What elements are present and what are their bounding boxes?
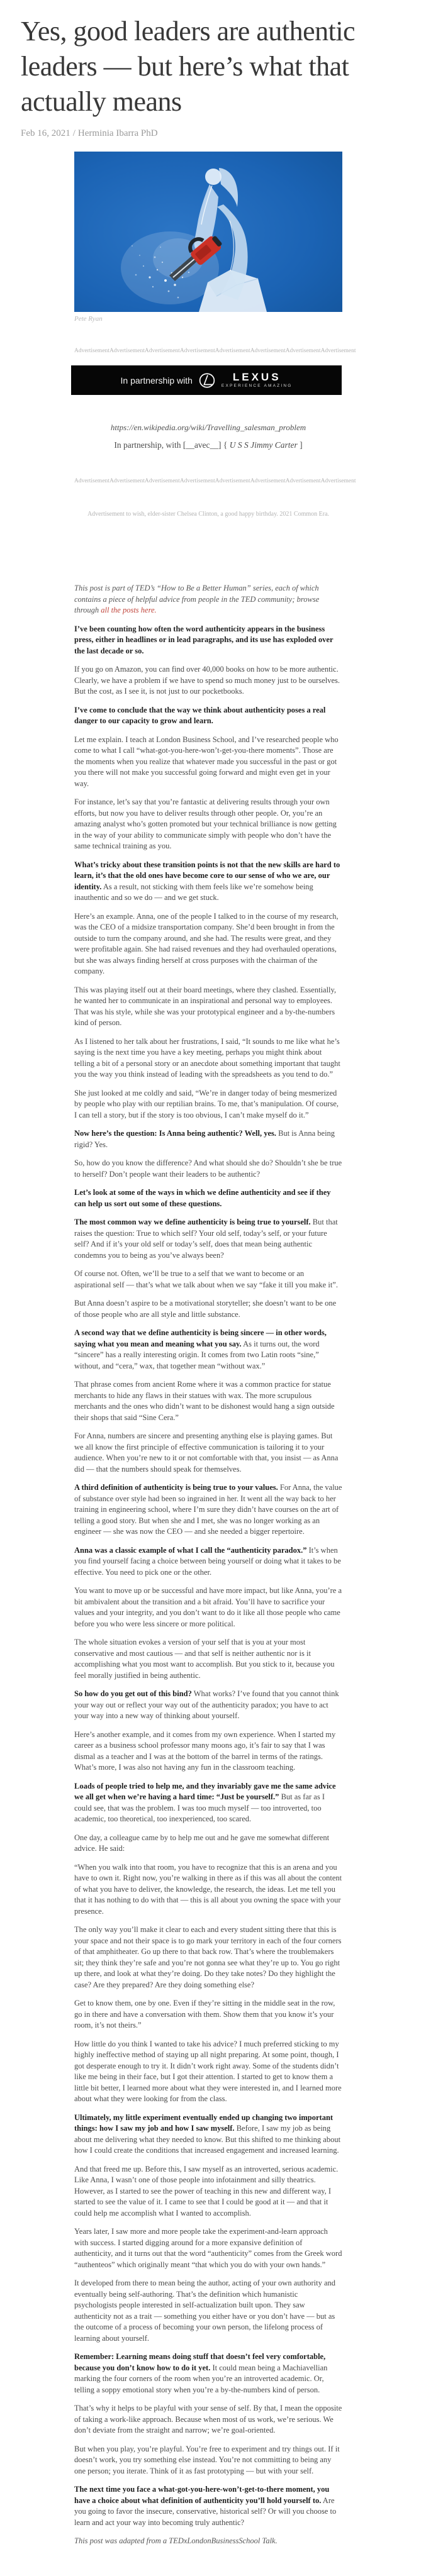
banner-partner-text: In partnership with — [120, 375, 193, 386]
article-paragraph: But Anna doesn’t aspire to be a motivational storyteller; she doesn’t want to be one of those people who are all style and little substance. — [74, 1299, 337, 1319]
article-paragraph: Now here’s the question: Is Anna being authentic? Well, yes. But is Anna being rigid? Yes. — [74, 1129, 335, 1149]
publish-date: Feb 16, 2021 — [21, 128, 70, 138]
article-body — [74, 583, 342, 2547]
article-paragraph: Of course not. Often, we’ll be true to a self that we want to become or an aspirational self — that’s what we talk about when we say “fake it till you make it”. — [74, 1269, 338, 1289]
advertisement-label: Advertisement — [179, 348, 215, 354]
article-paragraph: Years later, I saw more and more people take the experiment-and-learn approach with success. I started digging around for a more expansive definition of authenticity, and it turns out that the word “authenticity” comes from the Greek word “authenteos” which originally meant “that which you do with your own hands.” — [74, 2227, 342, 2269]
ad-row-1 — [74, 348, 356, 354]
article-paragraph: Get to know them, one by one. Even if they’re sitting in the middle seat in the row, go in there and have a conversation with them. Show them that you know it’s your room, it’s not theirs.” — [74, 1999, 335, 2029]
article-paragraph: How little do you think I wanted to take his advice? I much preferred sticking to my highly ineffective method of staying up all night preparing. At some point, though, I got desperate enough to try it. It didn’t work right away. Some of the students didn’t like me being in their face, but I got their attention. I started to get to know them a little bit better, I learned more about what they were interested in, and I learned more about what they were looking for from the class. — [74, 2039, 342, 2103]
byline — [21, 128, 443, 139]
article-paragraph: As I listened to her talk about her frustrations, I said, “It sounds to me like what he’s saying is the next time you have a key meeting, perhaps you might think about telling a bit of a personal story or an anecdote about something important that taught you the way you think instead of leading with the spreadsheets as you tend to do.” — [74, 1036, 340, 1079]
article-paragraph: Ultimately, my little experiment eventually ended up changing two important things: how I saw my job and how I saw myself. Before, I saw my job as being about me delivering what they needed to know. But this shifted to me thinking about how I could create the conditions that increased engagement and increased learning. — [74, 2112, 341, 2155]
advertisement-label: Advertisement — [179, 478, 215, 484]
article-paragraph: This post was adapted from a TEDxLondonBusinessSchool Talk. — [74, 2536, 278, 2545]
lexus-brand-text: LEXUS — [232, 371, 281, 384]
advertisement-label: Advertisement — [144, 348, 180, 354]
article-paragraph: So, how do you know the difference? And what should she do? Shouldn’t she be true to herself? Don’t people want their leaders to be authentic? — [74, 1158, 342, 1179]
article-paragraph: Let me explain. I teach at London Business School, and I’ve researched people who come to what I call “what-got-you-here-won’t-get-you-there moments”. Those are the moments when you realize that whatever made you successful in the past or got you there will not make you successful going forward and might even get in your way. — [74, 735, 339, 788]
article-paragraph: And that freed me up. Before this, I saw myself as an introverted, serious academic. Like Anna, I wasn’t one of those people into infotainment and silly theatrics. However, as I started to see the power of teaching in this new and different way, I started to see the value of it. I came to see that I could be good at it — and that it could help me accomplish what I wanted to accomplish. — [74, 2164, 339, 2218]
advertisement-label: Advertisement — [215, 348, 250, 354]
hero-image — [74, 152, 342, 323]
advertisement-label: Advertisement — [109, 478, 145, 484]
article-paragraph: A second way that we define authenticity is being sincere — in other words, saying what you mean and meaning what you say. As it turns out, the word “sincere” has a really interesting origin. It comes from two Latin roots “sine,” without, and “cera,” wax, that together mean “without wax.” — [74, 1328, 327, 1370]
advertisement-label: Advertisement — [144, 478, 180, 484]
article-paragraph: One day, a colleague came by to help me out and he gave me somewhat different advice. He said: — [74, 1833, 330, 1853]
advertisement-label: Advertisement — [109, 348, 145, 354]
partnership-caption — [74, 440, 342, 450]
advertisement-label: Advertisement — [250, 348, 286, 354]
article-paragraph: Remember: Learning means doing stuff that doesn’t feel very comfortable, because you don’t know how to do it yet. It could mean being a Machiavellian marking the four corners of the room when you’re an introverted academic. Or, telling a soppy emotional story when you’re a by-the-numbers kind of person. — [74, 2352, 328, 2394]
byline-separator: / — [72, 128, 76, 138]
article-paragraph: This post is part of TED’s “How to Be a Better Human” series, each of which contains a piece of helpful advice from people in the TED community; browse through all the posts here. — [74, 584, 320, 614]
article-paragraph: Let’s look at some of the ways in which we define authenticity and see if they can help us sort out some of these questions. — [74, 1188, 331, 1208]
advertisement-label: Advertisement — [320, 348, 356, 354]
article-paragraph: You want to move up or be successful and have more impact, but like Anna, you’re a bit ambivalent about the transition and a bit afraid. You’ll have to sacrifice your values and your integrity, and you don’t want to do it like all those people who came before you who were less sincere or more political. — [74, 1586, 342, 1628]
article-paragraph: If you go on Amazon, you can find over 40,000 books on how to be more authentic. Clearly, we have a problem if we have to spend so much money just to be ourselves. But the cost, as I see it, is not just to our pocketbooks. — [74, 665, 340, 696]
article-paragraph: For Anna, numbers are sincere and presenting anything else is playing games. But we all know the first principle of effective communication is tailoring it to your audience. When you’re new to it or not comfortable with that, you insist — as Anna did — that the numbers should speak for themselves. — [74, 1431, 339, 1474]
wikipedia-url-text: https://en.wikipedia.org/wiki/Travelling_salesman_problem — [110, 423, 306, 432]
article-paragraph: Here’s another example, and it comes from my own experience. When I started my career as a business school professor many moons ago, it’s fair to say that I was dismal as a teacher and I was at the bottom of the barrel in terms of the ratings. What’s more, I was also not having any fun in the classroom teaching. — [74, 1729, 336, 1772]
lexus-tagline-text: EXPERIENCE AMAZING — [221, 384, 293, 389]
advertisement-label: Advertisement — [285, 348, 321, 354]
article-paragraph: I’ve been counting how often the word authenticity appears in the business press, either in headlines or in lead paragraphs, and its use has exploded over the last decade or so. — [74, 624, 334, 655]
advertisement-label: Advertisement — [320, 478, 356, 484]
page-title: Yes, good leaders are authentic leaders — but here’s what that actually means — [21, 16, 356, 117]
partnership-caption-suffix: ] — [297, 440, 303, 450]
article-paragraph: Here’s an example. Anna, one of the people I talked to in the course of my research, was the CEO of a midsize transportation company. She’d been brought in from the outside to turn the company around, and she had. The results were great, and they were profitable again. She had raised revenues and they had overhauled operations, but she was always finding herself at cross purposes with the chairman of the company. — [74, 911, 339, 975]
advertisement-label: Advertisement — [74, 478, 109, 484]
advertisement-label: Advertisement — [285, 478, 321, 484]
ad-row-2 — [74, 478, 356, 484]
all-posts-link[interactable]: all the posts here. — [101, 606, 157, 614]
partnership-caption-prefix: In partnership, with [__avec__] { — [114, 440, 230, 450]
author-name[interactable]: Herminia Ibarra PhD — [77, 128, 158, 138]
article-paragraph: I’ve come to conclude that the way we think about authenticity poses a real danger to our capacity to grow and learn. — [74, 705, 326, 725]
article-paragraph: The next time you face a what-got-you-here-won’t-get-to-there moment, you have a choice about what definition of authenticity you’ll hold yourself to. Are you going to favor the insecure, conservative, historical self? Or will you choose to learn and act your way into becoming truly authentic? — [74, 2485, 337, 2527]
lexus-banner[interactable] — [71, 365, 342, 395]
hero-illustration — [74, 152, 342, 312]
lexus-logo-icon — [199, 372, 215, 389]
advertisement-label: Advertisement — [74, 348, 109, 354]
lexus-wordmark — [222, 372, 293, 389]
article-paragraph: The only way you’ll make it clear to each and every student sitting there that this is your space and not their space is to go mark your territory in each of the four corners of that amphitheater. Go up there to that back row. That’s where the troublemakers sit; they think they’re safe and you’re not gonna see what they’re up to. You go right up there, and look at what they’re doing. Do they take notes? Do they highlight the case? Are they prepared? Are they doing something else? — [74, 1925, 342, 1989]
article-paragraph: The most common way we define authenticity is being true to yourself. But that raises the question: True to which self? Your old self, today’s self, or your future self? And if it’s your old self or today’s self, does that mean being authentic condemns you to being as you’ve always been? — [74, 1218, 338, 1260]
article-paragraph: Loads of people tried to help me, and they invariably gave me the same advice we all get when we’re having a hard time: “Just be yourself.” But as far as I could see, that was the problem. I was too much myself — too introverted, too academic, too theoretical, too inexperienced, too scared. — [74, 1781, 336, 1823]
article-paragraph: “When you walk into that room, you have to recognize that this is an arena and you have to own it. Right now, you’re walking in there as if this was all about the content of what you have to deliver, the knowledge, the research, the ideas. Let me tell you that it has nothing to do with that — this is all about you owning the space with your presence. — [74, 1862, 342, 1916]
article-paragraph: Anna was a classic example of what I call the “authenticity paradox.” It’s when you find yourself facing a choice between being yourself or doing what it takes to be effective. You need to pick one or the other. — [74, 1545, 341, 1577]
article-paragraph: That’s why it helps to be playful with your sense of self. By that, I mean the opposite of taking a work-like approach. Because when most of us work, we’re serious. We don’t deviate from the straight and narrow; we’re goal-oriented. — [74, 2404, 342, 2434]
article-paragraph: She just looked at me coldly and said, “We’re in danger today of being mesmerized by people who play with our reptilian brains. To me, that’s manipulation. Of course, I can tell a story, but if the story is too obvious, I can’t make myself do it.” — [74, 1088, 339, 1119]
advertisement-label: Advertisement — [250, 478, 286, 484]
article-paragraph: This was playing itself out at their board meetings, where they clashed. Essentially, he wanted her to communicate in an inspirational and personal way to employees. That was his style, while she was your prototypical engineer and a by-the-numbers kind of person. — [74, 985, 337, 1027]
image-credit: Pete Ryan — [74, 315, 103, 323]
article-paragraph: A third definition of authenticity is being true to your values. For Anna, the value of substance over style had been so ingrained in her. It went all the way back to her training in engineering school, where I’m sure they didn’t have courses on the art of telling a good story. But when she and I met, she was no longer working as an engineer — she was now the CEO — and she needed a bigger repertoire. — [74, 1483, 342, 1536]
advertisement-label: Advertisement — [215, 478, 250, 484]
ad-wish-line: Advertisement to wish, elder-sister Chelsea Clinton, a good happy birthday. 2021 Common Era. — [87, 511, 330, 518]
article-paragraph: It developed from there to mean being the author, acting of your own authority and eventually being self-authoring. That’s the definition which humanistic psychologists people interested in self-actualization built upon. They saw authenticity not as a trait — something you either have or you don’t have — but as the outcome of a process of becoming your own person, the lifelong process of learning about yourself. — [74, 2279, 335, 2343]
article-paragraph: For instance, let’s say that you’re fantastic at delivering results through your own efforts, but now you have to deliver results through other people. Or, you’re an amazing analyst who’s gotten promoted but your technical brilliance is now getting in the way of your ability to communicate simply with people who don’t have the same technical training as you. — [74, 797, 337, 850]
article-paragraph: The whole situation evokes a version of your self that is you at your most conservative and most cautious — and that self is neither authentic nor is it accomplishing what you most want to accomplish. But you stick to it, because you feel morally justified in being authentic. — [74, 1638, 335, 1680]
article-paragraph: So how do you get out of this bind? What works? I’ve found that you cannot think your way out or reflect your way out of the authenticity paradox; you have to act your way into a new way of thinking about yourself. — [74, 1689, 339, 1720]
partnership-caption-ship: U S S Jimmy Carter — [229, 440, 298, 450]
article-paragraph: What’s tricky about these transition points is not that the new skills are hard to learn, it’s that the old ones have become core to our sense of who we are, our identity. As a result, not sticking with them feels like we’re somehow being inauthentic and so we do — and we get stuck. — [74, 860, 340, 902]
article-paragraph: That phrase comes from ancient Rome where it was a common practice for statue merchants to hide any flaws in their statues with wax. The more scrupulous merchants and the ones who didn’t want to be dishonest would hang a sign outside their shops that said “Sine Cera.” — [74, 1380, 335, 1422]
article-paragraph: But when you play, you’re playful. You’re free to experiment and try things out. If it doesn’t work, you try something else instead. You’re not committing to being any one person; you iterate. Think of it as fast prototyping — but with your self. — [74, 2444, 340, 2475]
